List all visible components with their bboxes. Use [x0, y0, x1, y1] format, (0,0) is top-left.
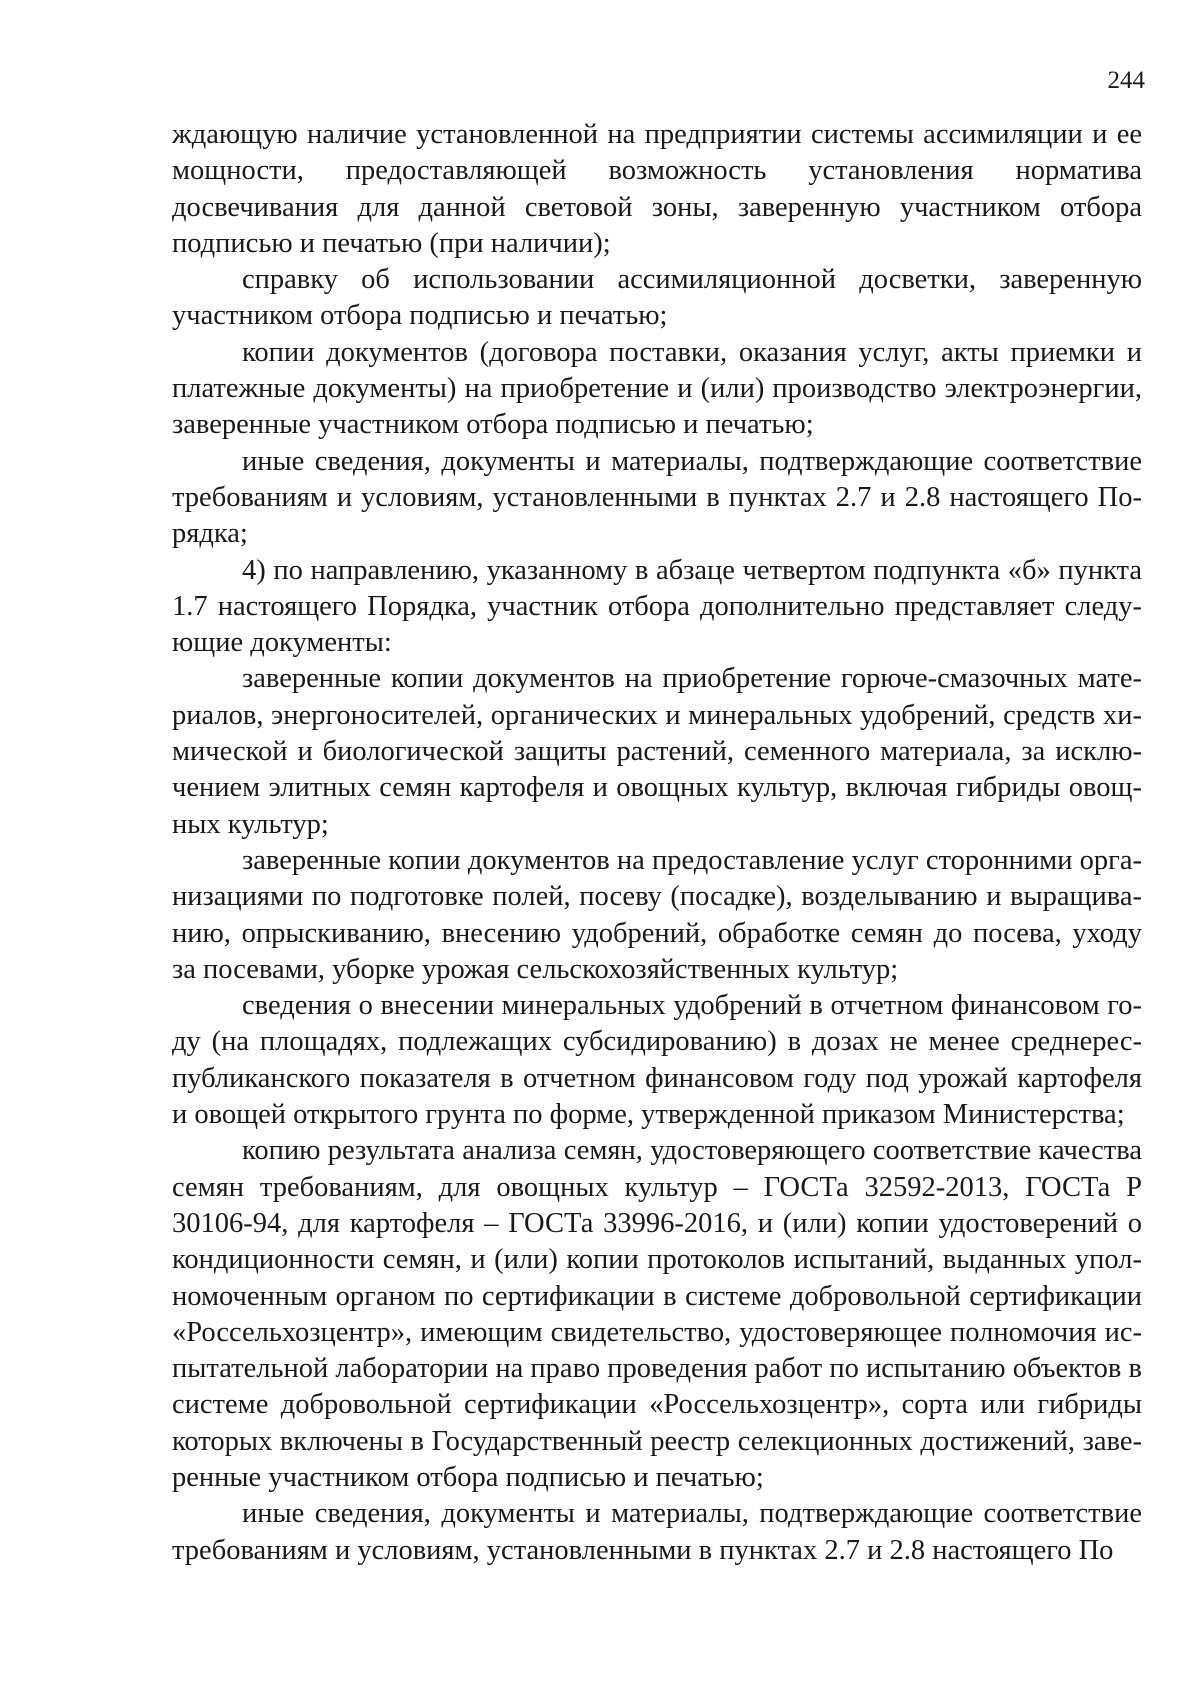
- paragraph-purchase-copies: заверенные копии документов на приобретение горюче-смазочных материалов, энергоносителей, органических и минеральных удобрений, средств химической и биологической защиты растений, семенного материала, за исключением элитных семян картофеля и овощных культур, включая гибриды овощных культур;: [172, 663, 1142, 840]
- paragraph-service-copies: заверенные копии документов на предоставление услуг сторонними организациями по подготовке полей, посеву (посадке), возделыванию и выращиванию, опрыскиванию, внесению удобрений, обработке семян до посева, уходу за посевами, уборке урожая сельскохозяйственных культур;: [172, 844, 1142, 985]
- paragraph-continuation: ждающую наличие установленной на предприятии системы ассимиляции и ее мощности, предоставляющей возможность установления норматива досвечивания для данной световой зоны, заверенную участником отбора подписью и печатью (при наличии);: [172, 119, 1142, 259]
- paragraph-item-4: 4) по направлению, указанному в абзаце четвертом подпункта «б» пункта 1.7 настоящего Порядка, участник отбора дополнительно представляет следующие документы:: [172, 554, 1142, 659]
- paragraph-electricity-documents: копии документов (договора поставки, оказания услуг, акты приемки и платежные документы) на приобретение и (или) производство электроэнергии, заверенные участником отбора подписью и печатью;: [172, 336, 1142, 441]
- paragraph-assimilation-certificate: справку об использовании ассимиляционной досветки, заверенную участником отбора подписью и печатью;: [172, 264, 1142, 332]
- paragraph-other-documents: иные сведения, документы и материалы, подтверждающие соответствие требованиям и условиям, установленными в пунктах 2.7 и 2.8 настоящего Порядка;: [172, 445, 1142, 550]
- page-number: 244: [1107, 67, 1145, 94]
- paragraph-seed-analysis: копию результата анализа семян, удостоверяющего соответствие качества семян требованиям, для овощных культур – ГОСТа 32592-2013, ГОСТа Р 30106-94, для картофеля – ГОСТа 33996-2016, и (или) копии удостоверений о кондиционности семян, и (или) копии протоколов испытаний, выданных уполномоченным органом по сертификации в системе добровольной сертификации «Россельхозцентр», имеющим свидетельство, удостоверяющее полномочия испытательной лаборатории на право проведения работ по испытанию объектов в системе добровольной сертификации «Россельхозцентр», сорта или гибриды которых включены в Государственный реестр селекционных достижений, заверенные участником отбора подписью и печатью;: [172, 1135, 1142, 1493]
- paragraph-other-documents-2: иные сведения, документы и материалы, подтверждающие соответствие требованиям и условиям, установленными в пунктах 2.7 и 2.8 настоящего По: [172, 1498, 1142, 1566]
- paragraph-fertilizer-info: сведения о внесении минеральных удобрений в отчетном финансовом году (на площадях, подлежащих субсидированию) в дозах не менее среднереспубликанского показателя в отчетном финансовом году под урожай картофеля и овощей открытого грунта по форме, утвержденной приказом Министерства;: [172, 990, 1142, 1131]
- document-body: [172, 117, 1142, 1569]
